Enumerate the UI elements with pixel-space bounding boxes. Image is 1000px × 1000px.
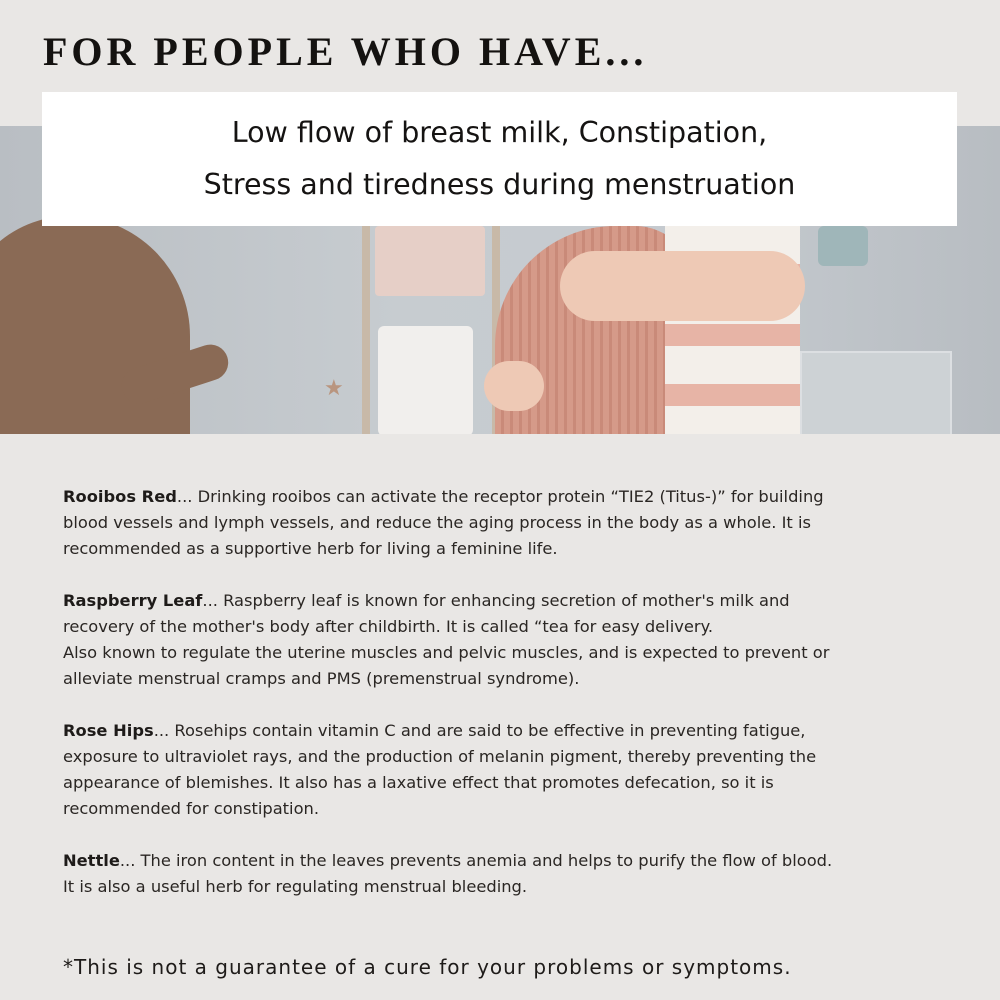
herb-name: Raspberry Leaf (63, 591, 203, 610)
herb-text-line: Also known to regulate the uterine muscles and pelvic muscles, and is expected to prevent or (63, 643, 830, 662)
clothes-rack-left (362, 226, 370, 434)
arm-on-belly (560, 251, 805, 321)
herb-name: Nettle (63, 851, 120, 870)
hanging-baby-pants (378, 326, 473, 434)
herb-name: Rose Hips (63, 721, 154, 740)
conditions-box (42, 92, 957, 226)
disclaimer-text: *This is not a guarantee of a cure for your problems or symptoms. (63, 955, 792, 979)
teddy-bear-decor (0, 216, 190, 434)
herb-text-line: recovery of the mother's body after childbirth. It is called “tea for easy delivery. (63, 617, 714, 636)
herb-descriptions (63, 484, 953, 926)
herb-rooibos-red (63, 484, 953, 562)
herb-text-line: ... Rosehips contain vitamin C and are said to be effective in preventing fatigue, (153, 721, 806, 740)
herb-text-line: alleviate menstrual cramps and PMS (premenstrual syndrome). (63, 669, 580, 688)
herb-name: Rooibos Red (63, 487, 177, 506)
herb-text-line: exposure to ultraviolet rays, and the production of melanin pigment, thereby preventing the (63, 747, 817, 766)
herb-text-line: It is also a useful herb for regulating menstrual bleeding. (63, 877, 528, 896)
herb-nettle (63, 848, 953, 900)
page-title: FOR PEOPLE WHO HAVE... (43, 29, 648, 74)
herb-text-line: recommended as a supportive herb for living a feminine life. (63, 539, 558, 558)
herb-raspberry-leaf (63, 588, 953, 692)
herb-text-line: appearance of blemishes. It also has a laxative effect that promotes defecation, so it is (63, 773, 774, 792)
conditions-line-1: Low flow of breast milk, Constipation, (231, 116, 768, 149)
herb-text-line: blood vessels and lymph vessels, and reduce the aging process in the body as a whole. It is (63, 513, 811, 532)
herb-rose-hips (63, 718, 953, 822)
picture-frame-decor (800, 351, 952, 434)
herb-text-line: recommended for constipation. (63, 799, 320, 818)
hand-under-belly (484, 361, 544, 411)
herb-text-line: ... Drinking rooibos can activate the receptor protein “TIE2 (Titus-)” for building (176, 487, 824, 506)
star-icon: ★ (324, 376, 344, 401)
conditions-line-2: Stress and tiredness during menstruation (203, 168, 796, 201)
wall-decor (818, 226, 868, 266)
herb-text-line: ... The iron content in the leaves prevents anemia and helps to purify the flow of blood. (119, 851, 833, 870)
herb-text-line: ... Raspberry leaf is known for enhancing secretion of mother's milk and (202, 591, 790, 610)
hanging-baby-clothes (375, 226, 485, 296)
